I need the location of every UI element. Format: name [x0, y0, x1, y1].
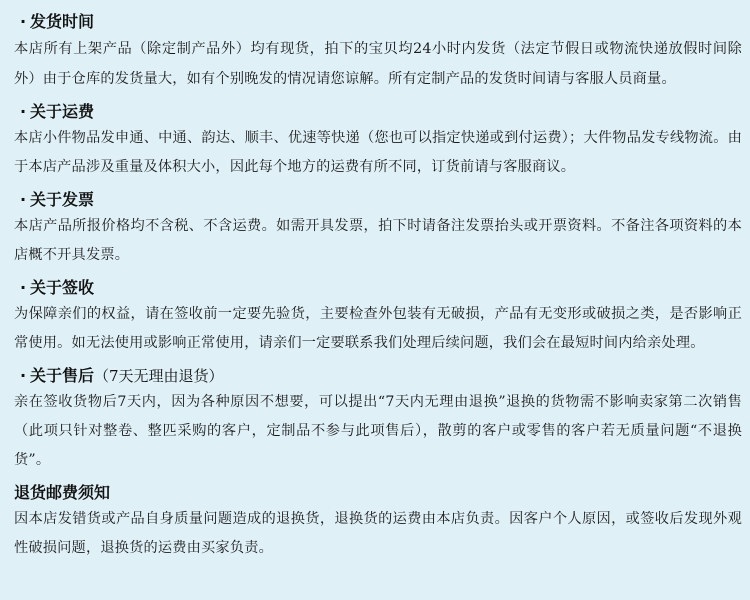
bullet-dot-icon: ·: [19, 366, 27, 385]
section-title: 关于售后: [30, 366, 95, 385]
section-heading: [10, 100, 742, 124]
section-body: 因本店发错货或产品自身质量问题造成的退换货，退换货的运费由本店负责。因客户个人原因，或签收后发现外观性破损问题，退换货的运费由买家负责。: [14, 511, 742, 556]
bullet-dot-icon: ·: [19, 102, 27, 121]
section-heading: [10, 10, 742, 34]
section-invoice: [10, 188, 742, 270]
section-title-note: （7天无理由退货）: [94, 367, 224, 385]
section-heading: [10, 364, 742, 388]
section-after-sales: [10, 364, 742, 475]
section-title: 退货邮费须知: [14, 483, 111, 502]
bullet-dot-icon: ·: [19, 12, 27, 31]
section-body: 本店产品所报价格均不含税、不含运费。如需开具发票，拍下时请备注发票抬头或开票资料。不备注各项资料的本店概不开具发票。: [14, 218, 742, 263]
bullet-dot-icon: ·: [19, 190, 27, 209]
section-body: 为保障亲们的权益，请在签收前一定要先验货，主要检查外包装有无破损，产品有无变形或破损之类，是否影响正常使用。如无法使用或影响正常使用，请亲们一定要联系我们处理后续问题，我们会在最短时间内给亲处理。: [14, 306, 742, 351]
section-body: 本店所有上架产品（除定制产品外）均有现货，拍下的宝贝均24小时内发货（法定节假日或物流快递放假时间除外）由于仓库的发货量大，如有个别晚发的情况请您谅解。所有定制产品的发货时间请与客服人员商量。: [14, 41, 742, 87]
section-title: 发货时间: [30, 12, 95, 31]
section-delivery-time: [10, 10, 742, 94]
section-title: 关于签收: [30, 278, 95, 297]
section-title: 关于发票: [30, 190, 95, 209]
bullet-dot-icon: ·: [19, 278, 27, 297]
section-body: 本店小件物品发申通、中通、韵达、顺丰、优速等快递（您也可以指定快递或到付运费）；大件物品发专线物流。由于本店产品涉及重量及体积大小，因此每个地方的运费有所不同，订货前请与客服商议。: [14, 130, 742, 175]
section-body: 亲在签收货物后7天内，因为各种原因不想要，可以提出“7天内无理由退换”退换的货物需不影响卖家第二次销售（此项只针对整卷、整匹采购的客户，定制品不参与此项售后），散剪的客户或零售的客户若无质量问题“不退换货”。: [14, 394, 742, 468]
section-shipping-fee: [10, 100, 742, 182]
section-return-postage: [10, 481, 742, 563]
section-heading: [10, 276, 742, 300]
section-title: 关于运费: [30, 102, 95, 121]
section-heading: [10, 481, 742, 505]
section-receipt: [10, 276, 742, 358]
section-heading: [10, 188, 742, 212]
